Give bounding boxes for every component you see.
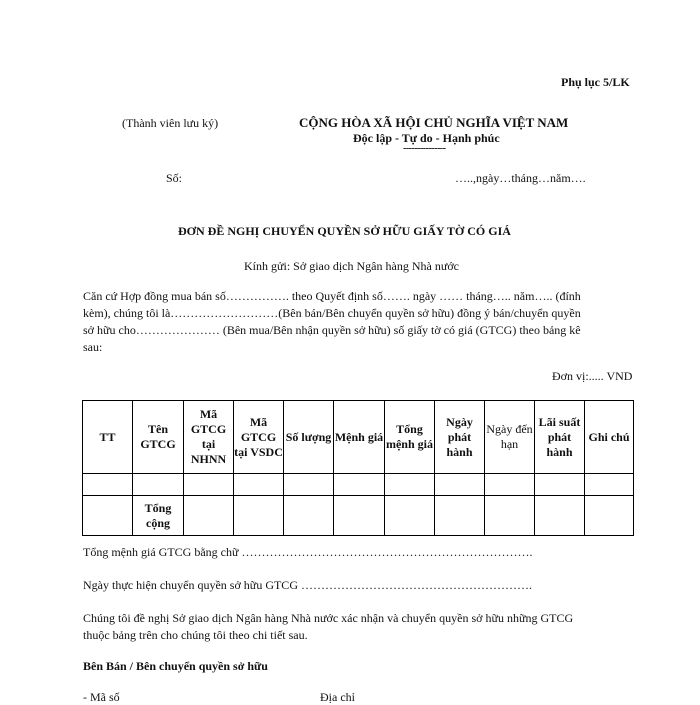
- total-in-words: Tổng mệnh giá GTCG bằng chữ ……………………………………………………………….: [83, 545, 533, 559]
- column-header: Ngày phát hành: [435, 401, 485, 474]
- recipient-line: Kính gửi: Sở giao dịch Ngân hàng Nhà nước: [244, 259, 459, 273]
- table-row: [83, 474, 634, 496]
- column-header: Số lượng: [284, 401, 334, 474]
- intro-paragraph: [83, 288, 633, 356]
- address-label: Địa chỉ: [320, 690, 355, 704]
- intro-line: sở hữu cho………………… (Bên mua/Bên nhận quyền sở hữu) số giấy tờ có giá (GTCG) theo bảng kê: [83, 323, 581, 337]
- document-number-label: Số:: [166, 171, 183, 185]
- seller-heading: Bên Bán / Bên chuyển quyền sở hữu: [83, 659, 268, 673]
- date-line: …..,ngày…tháng…năm….: [455, 171, 586, 185]
- table-header-row: [83, 401, 634, 474]
- country-heading: CỘNG HÒA XÃ HỘI CHỦ NGHĨA VIỆT NAM: [299, 115, 569, 130]
- gtcg-table: [82, 400, 634, 536]
- document-title: ĐƠN ĐỀ NGHỊ CHUYỂN QUYỀN SỞ HỮU GIẤY TỜ CÓ GIÁ: [178, 224, 511, 238]
- column-header: Ngày đến hạn: [485, 401, 535, 474]
- motto: Độc lập - Tự do - Hạnh phúc: [353, 131, 500, 145]
- code-label: - Mã số: [83, 690, 120, 704]
- column-header: Tổng mệnh giá: [385, 401, 435, 474]
- request-paragraph: [83, 610, 633, 644]
- table-total-row: [83, 496, 634, 536]
- column-header: Tên GTCG: [133, 401, 184, 474]
- column-header: Mã GTCG tại NHNN: [184, 401, 234, 474]
- total-label: Tổng cộng: [133, 496, 184, 536]
- column-header: TT: [83, 401, 133, 474]
- intro-line: kèm), chúng tôi là………………………(Bên bán/Bên chuyển quyền sở hữu) đồng ý bán/chuyển quyền: [83, 306, 581, 320]
- request-line: Chúng tôi đề nghị Sở giao dịch Ngân hàng Nhà nước xác nhận và chuyển quyền sở hữu những GTCG: [83, 611, 574, 625]
- appendix-label: Phụ lục 5/LK: [561, 75, 630, 89]
- column-header: Lãi suất phát hành: [535, 401, 585, 474]
- request-line: thuộc bảng trên cho chúng tôi theo chi tiết sau.: [83, 628, 308, 642]
- motto-divider: ---------------: [403, 143, 446, 154]
- column-header: Ghi chú: [585, 401, 634, 474]
- column-header: Mã GTCG tại VSDC: [234, 401, 284, 474]
- intro-line: sau:: [83, 340, 103, 354]
- unit-label: Đơn vị:..... VND: [552, 369, 633, 383]
- transfer-date-line: Ngày thực hiện chuyển quyền sở hữu GTCG ………………………………………………….: [83, 578, 532, 592]
- intro-line: Căn cứ Hợp đồng mua bán số……………. theo Quyết định số……. ngày …… tháng….. năm….. (đính: [83, 289, 581, 303]
- member-label: (Thành viên lưu ký): [122, 116, 219, 130]
- column-header: Mệnh giá: [334, 401, 385, 474]
